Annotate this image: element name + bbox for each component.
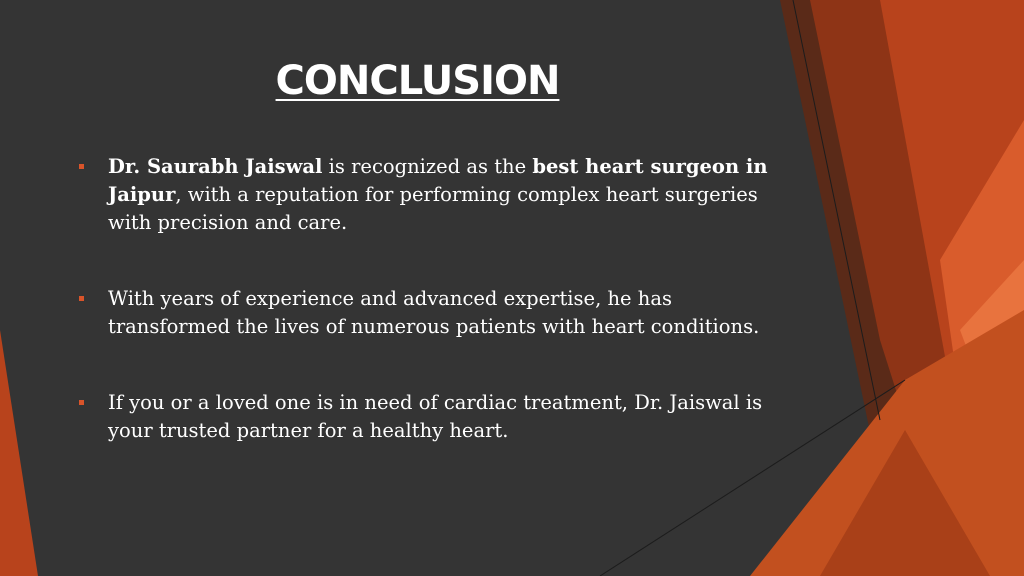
deco-left — [0, 330, 38, 576]
bullet-text-bold: Dr. Saurabh Jaiswal — [108, 155, 323, 178]
bullet-text: If you or a loved one is in need of cardiac treatment, Dr. Jaiswal is your trusted partner for a healthy heart. — [108, 391, 763, 442]
bullet-text-bold: best heart surgeon in Jaipur — [108, 155, 768, 206]
slide-title: CONCLUSION — [275, 58, 560, 104]
bullet-square-icon — [79, 164, 84, 169]
bullet-text: With years of experience and advanced expertise, he has transformed the lives of numerous patients with heart conditions. — [108, 287, 760, 338]
bullet-text: is recognized as the — [322, 155, 533, 178]
bullet-item — [75, 285, 795, 341]
bullet-square-icon — [79, 296, 84, 301]
bullet-list — [75, 153, 795, 445]
bullet-text: , with a reputation for performing complex heart surgeries with precision and care. — [108, 183, 758, 234]
bullet-item — [75, 389, 795, 445]
bullet-item — [75, 153, 795, 237]
bullet-square-icon — [79, 400, 84, 405]
